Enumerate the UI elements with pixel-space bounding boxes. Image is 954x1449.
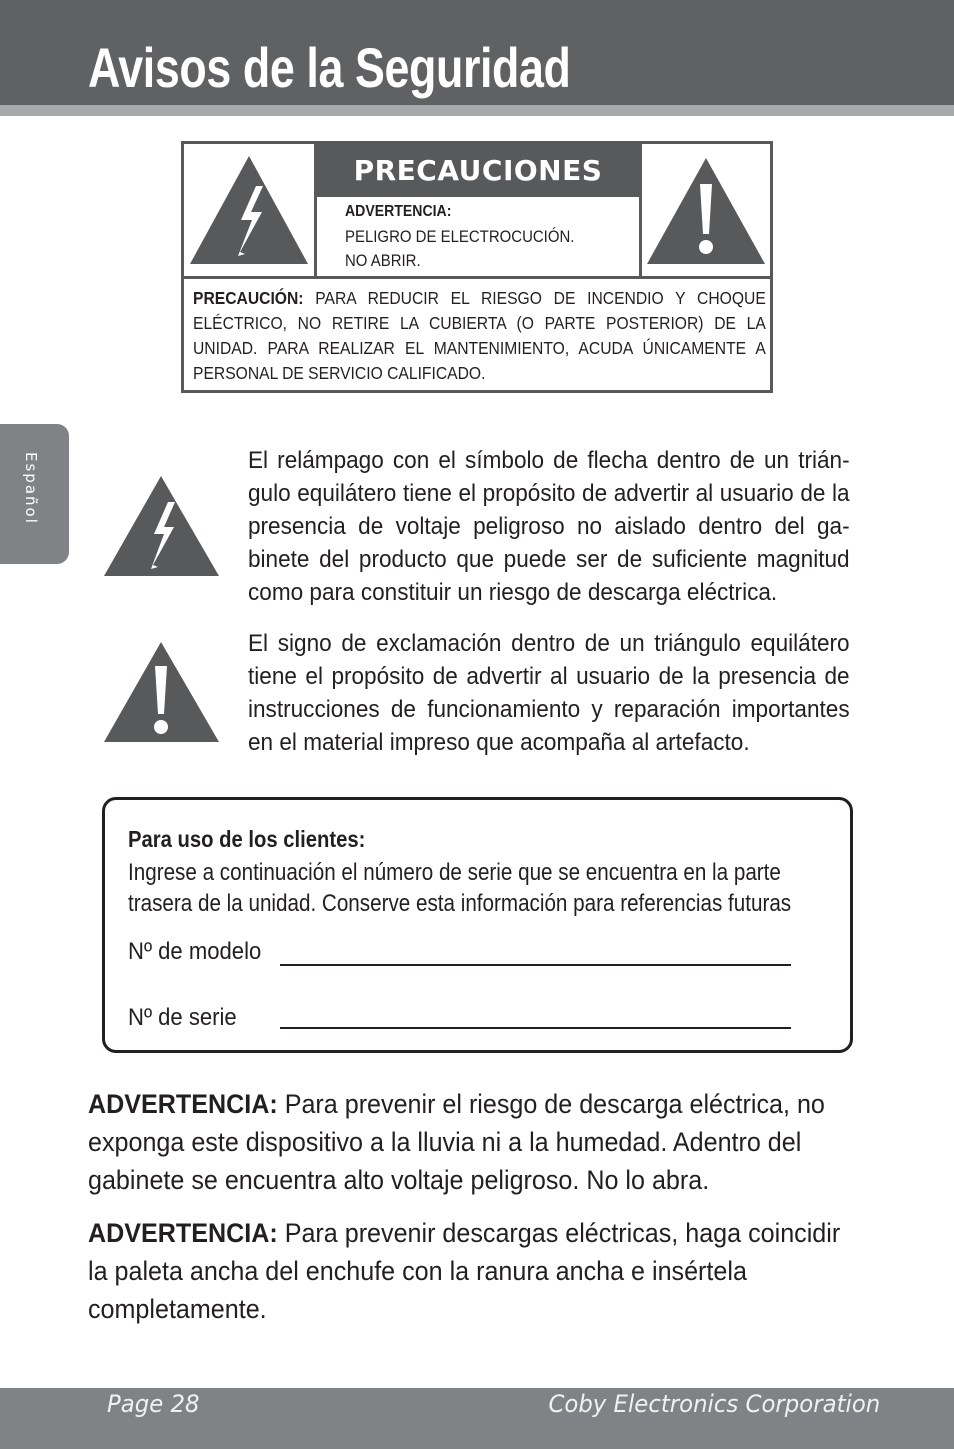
warning-heading: ADVERTENCIA: (88, 1218, 278, 1248)
lightning-triangle-icon (190, 156, 308, 264)
electrocution-warning-heading: ADVERTENCIA: (345, 203, 452, 220)
precautions-right-cell (639, 144, 770, 279)
exclamation-triangle-icon (647, 158, 765, 264)
customer-box-instructions: Ingrese a continuación el número de serie que se encuentra en la parte trasera de la unidad. Conserve esta información para referencias futuras (128, 859, 792, 917)
exclamation-explanation: El signo de exclamación dentro de un triángulo equilátero tiene el propósito de advertir al usuario de la presencia de instrucciones de funcionamiento y reparación importantes en el material impreso que acompaña al artefacto. (248, 630, 850, 756)
lightning-triangle-icon (104, 476, 219, 576)
precautions-left-cell (184, 144, 317, 279)
serial-number-label: Nº de serie (128, 1004, 237, 1031)
company-name: Coby Electronics Corporation (548, 1390, 880, 1418)
header-stripe (0, 105, 954, 116)
caution-body: PARA REDUCIR EL RIESGO DE INCENDIO Y CHOQUE ELÉCTRICO, NO RETIRE LA CUBIERTA (O PARTE POSTERIOR) DE LA UNIDAD. PARA REALIZAR EL MANTENIMIENTO, ACUDA ÚNICAMENTE A PERSONAL DE SERVICIO CALIFICADO. (193, 288, 766, 383)
warning-heading: ADVERTENCIA: (88, 1089, 278, 1119)
language-tab-label: Español (22, 452, 40, 525)
page-number: Page 28 (107, 1390, 200, 1418)
warning-body: Para prevenir el riesgo de descarga eléctrica, no exponga este dispositivo a la lluvia ni a la humedad. Adentro del gabinete se encuentra alto voltaje peligroso. No lo abra. (88, 1089, 825, 1195)
caution-text (193, 286, 766, 386)
precautions-center-cell (317, 144, 639, 279)
page-title: Avisos de la Seguridad (88, 36, 571, 99)
language-tab (0, 424, 69, 564)
electrocution-warning-line: NO ABRIR. (345, 251, 421, 270)
customer-record-box (102, 797, 853, 1053)
electrocution-warning (320, 197, 636, 276)
model-number-line (280, 964, 791, 966)
precautions-label (181, 141, 773, 393)
model-number-label: Nº de modelo (128, 938, 262, 965)
plug-polarity-warning (88, 1214, 851, 1328)
electrocution-warning-line: PELIGRO DE ELECTROCUCIÓN. (345, 227, 575, 246)
warning-body: Para prevenir descargas eléctricas, haga coincidir la paleta ancha del enchufe con la ranura ancha e insértela completamente. (88, 1218, 841, 1324)
serial-number-line (280, 1027, 791, 1029)
exclamation-triangle-icon (104, 642, 219, 742)
rain-moisture-warning (88, 1085, 851, 1199)
precautions-banner: PRECAUCIONES (317, 144, 639, 197)
lightning-explanation: El relámpago con el símbolo de flecha dentro de un triángulo equilátero tiene el propósito de advertir al usuario de la presencia de voltaje peligroso no aislado dentro del gabinete del producto que puede ser de suficiente magnitud como para constituir un riesgo de descarga eléctrica. (248, 447, 850, 606)
caution-heading: PRECAUCIÓN: (193, 288, 304, 308)
customer-box-title: Para uso de los clientes: (128, 826, 366, 852)
page-header (0, 0, 954, 105)
